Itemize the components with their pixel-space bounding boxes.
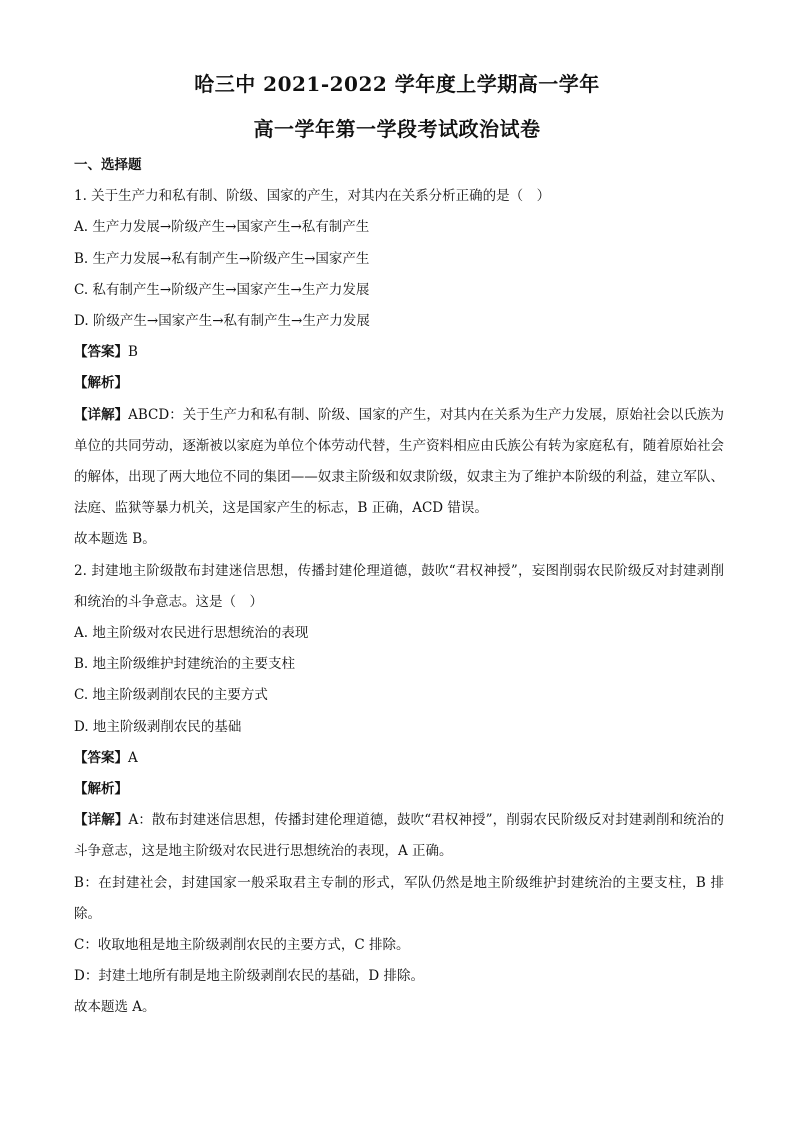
question-1-option-c: C. 私有制产生→阶级产生→国家产生→生产力发展 [74,281,370,298]
page-title: 哈三中 2021-2022 学年度上学期高一学年 [194,72,600,96]
question-1-detail [74,400,724,525]
question-2-analysis-d: D：封建土地所有制是地主阶级剥削农民的基础，D 排除。 [74,968,424,985]
question-2-analysis-label: 【解析】 [74,781,128,798]
question-1-option-b: B. 生产力发展→私有制产生→阶级产生→国家产生 [74,250,370,267]
question-2-analysis-b: B：在封建社会，封建国家一般采取君主专制的形式，军队仍然是地主阶级维护封建统治的主要支柱，B 排除。 [74,874,724,922]
question-1-option-a: A. 生产力发展→阶级产生→国家产生→私有制产生 [74,219,370,236]
question-2-option-b: B. 地主阶级维护封建统治的主要支柱 [74,656,296,673]
section-heading: 一、选择题 [74,157,142,173]
question-1-conclusion: 故本题选 B。 [74,531,156,548]
page-subtitle: 高一学年第一学段考试政治试卷 [253,117,541,141]
answer-label: 【答案】 [74,749,128,766]
question-2-answer [74,743,724,774]
detail-text: A：散布封建迷信思想，传播封建伦理道德，鼓吹“君权神授”，削弱农民阶级反对封建剥削和统治的斗争意志，这是地主阶级对农民进行思想统治的表现，A 正确。 [74,812,724,860]
exam-content [74,150,724,1024]
answer-value: B [128,344,138,361]
detail-label: 【详解】 [74,812,129,829]
detail-label: 【详解】 [74,406,129,423]
answer-label: 【答案】 [74,344,128,361]
question-2-analysis-c: C：收取地租是地主阶级剥削农民的主要方式，C 排除。 [74,937,410,954]
question-2-conclusion: 故本题选 A。 [74,999,156,1016]
question-1-analysis-label: 【解析】 [74,375,128,392]
question-2-option-c: C. 地主阶级剥削农民的主要方式 [74,687,268,704]
question-1-stem: 1. 关于生产力和私有制、阶级、国家的产生，对其内在关系分析正确的是（ ） [74,188,551,205]
question-2-stem: 2. 封建地主阶级散布封建迷信思想，传播封建伦理道德，鼓吹“君权神授”，妄图削弱农民阶级反对封建剥削和统治的斗争意志。这是（ ） [74,562,724,610]
answer-value: A [128,749,138,766]
question-2-option-a: A. 地主阶级对农民进行思想统治的表现 [74,625,309,642]
question-1-answer [74,337,724,368]
question-1-option-d: D. 阶级产生→国家产生→私有制产生→生产力发展 [74,313,370,330]
detail-text: ABCD：关于生产力和私有制、阶级、国家的产生，对其内在关系为生产力发展，原始社会以氏族为单位的共同劳动，逐渐被以家庭为单位个体劳动代替，生产资料相应由氏族公有转为家庭私有，随着原始社会的解体，出现了两大地位不同的集团——奴隶主阶级和奴隶阶级，奴隶主为了维护本阶级的利益，建立军队、法庭、监狱等暴力机关，这是国家产生的标志，B 正确，ACD 错误。 [74,406,725,517]
question-2-detail [74,805,724,867]
question-2-option-d: D. 地主阶级剥削农民的基础 [74,718,242,735]
